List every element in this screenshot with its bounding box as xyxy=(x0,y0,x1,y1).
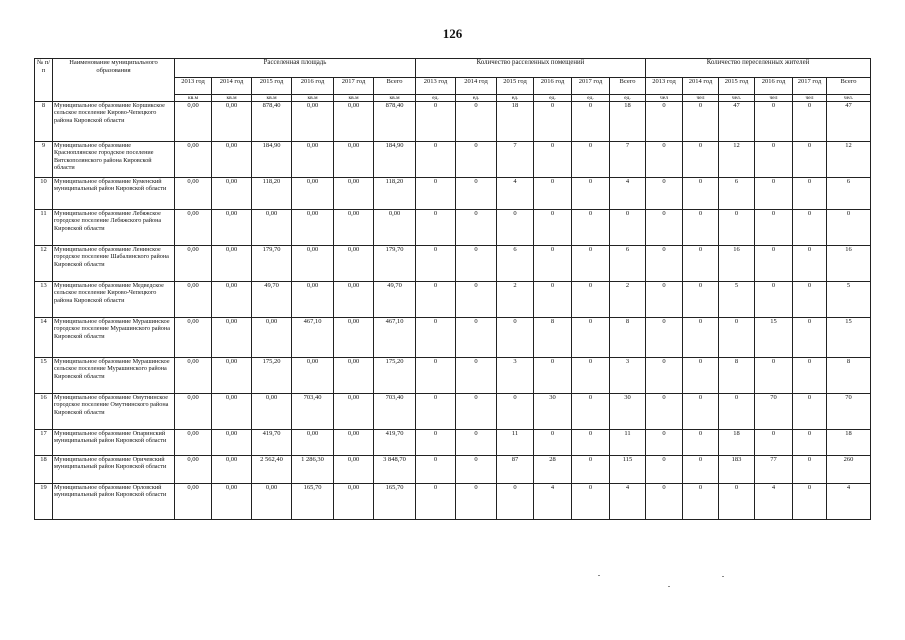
people-cell: 0 xyxy=(793,358,827,394)
municipality-name: Муниципальное образование Омутнинское городское поселение Омутнинского района Кировской области xyxy=(53,394,175,430)
area-cell: 0,00 xyxy=(334,210,374,246)
people-cell: 15 xyxy=(755,318,793,358)
area-cell: 0,00 xyxy=(292,358,334,394)
people-cell: 0 xyxy=(646,430,683,456)
people-cell: 0 xyxy=(793,456,827,484)
area-cell: 0,00 xyxy=(334,178,374,210)
area-cell: 0,00 xyxy=(334,456,374,484)
people-cell: 0 xyxy=(793,210,827,246)
units-cell: 28 xyxy=(534,456,572,484)
people-cell: 0 xyxy=(646,282,683,318)
area-cell: 0,00 xyxy=(334,394,374,430)
area-cell: 175,20 xyxy=(374,358,416,394)
area-cell: 179,70 xyxy=(252,246,292,282)
table-row xyxy=(35,178,871,210)
municipality-name: Муниципальное образование Орловский муниципальный район Кировской области xyxy=(53,484,175,520)
group-header-area: Расселенная площадь xyxy=(175,59,416,78)
people-cell: 0 xyxy=(719,210,755,246)
unit-header: кв.м xyxy=(292,95,334,102)
row-number: 13 xyxy=(35,282,53,318)
units-cell: 0 xyxy=(534,102,572,142)
units-cell: 0 xyxy=(456,246,497,282)
people-cell: 6 xyxy=(719,178,755,210)
units-cell: 18 xyxy=(610,102,646,142)
table-row xyxy=(35,210,871,246)
row-number: 17 xyxy=(35,430,53,456)
units-cell: 87 xyxy=(497,456,534,484)
area-cell: 703,40 xyxy=(374,394,416,430)
people-cell: 0 xyxy=(683,484,719,520)
units-cell: 0 xyxy=(572,484,610,520)
units-cell: 0 xyxy=(456,210,497,246)
year-header: 2017 год xyxy=(334,78,374,95)
units-cell: 0 xyxy=(456,102,497,142)
table-row xyxy=(35,142,871,178)
units-cell: 0 xyxy=(497,210,534,246)
people-cell: 0 xyxy=(646,102,683,142)
units-cell: 7 xyxy=(610,142,646,178)
area-cell: 0,00 xyxy=(252,210,292,246)
unit-header: ед. xyxy=(497,95,534,102)
people-cell: 6 xyxy=(827,178,871,210)
area-cell: 0,00 xyxy=(175,102,212,142)
people-cell: 0 xyxy=(683,210,719,246)
area-cell: 1 286,30 xyxy=(292,456,334,484)
table-row xyxy=(35,430,871,456)
units-cell: 2 xyxy=(610,282,646,318)
year-header: 2014 год xyxy=(212,78,252,95)
units-cell: 0 xyxy=(572,358,610,394)
table-row xyxy=(35,102,871,142)
area-cell: 49,70 xyxy=(374,282,416,318)
units-cell: 0 xyxy=(572,246,610,282)
units-cell: 0 xyxy=(534,430,572,456)
area-cell: 0,00 xyxy=(212,318,252,358)
area-cell: 0,00 xyxy=(292,282,334,318)
area-cell: 0,00 xyxy=(334,282,374,318)
area-cell: 419,70 xyxy=(374,430,416,456)
units-cell: 0 xyxy=(534,246,572,282)
area-cell: 118,20 xyxy=(374,178,416,210)
units-cell: 0 xyxy=(456,394,497,430)
people-cell: 0 xyxy=(683,394,719,430)
year-header: Всего xyxy=(827,78,871,95)
units-cell: 0 xyxy=(610,210,646,246)
table-row xyxy=(35,282,871,318)
people-cell: 8 xyxy=(719,358,755,394)
people-cell: 70 xyxy=(755,394,793,430)
units-cell: 0 xyxy=(572,318,610,358)
people-cell: 0 xyxy=(793,484,827,520)
people-cell: 18 xyxy=(827,430,871,456)
people-cell: 12 xyxy=(827,142,871,178)
units-cell: 4 xyxy=(610,484,646,520)
area-cell: 0,00 xyxy=(292,142,334,178)
area-cell: 0,00 xyxy=(175,178,212,210)
table-row xyxy=(35,318,871,358)
table-row xyxy=(35,358,871,394)
unit-header: чел xyxy=(646,95,683,102)
area-cell: 0,00 xyxy=(175,246,212,282)
units-cell: 0 xyxy=(497,484,534,520)
area-cell: 0,00 xyxy=(334,484,374,520)
row-number: 9 xyxy=(35,142,53,178)
row-number: 18 xyxy=(35,456,53,484)
unit-header: чел. xyxy=(719,95,755,102)
year-header: 2015 год xyxy=(497,78,534,95)
year-header: 2016 год xyxy=(292,78,334,95)
area-cell: 0,00 xyxy=(374,210,416,246)
units-cell: 0 xyxy=(572,282,610,318)
row-number: 16 xyxy=(35,394,53,430)
units-cell: 0 xyxy=(416,102,456,142)
units-cell: 0 xyxy=(416,246,456,282)
table-row xyxy=(35,456,871,484)
people-cell: 5 xyxy=(719,282,755,318)
area-cell: 0,00 xyxy=(334,102,374,142)
municipality-name: Муниципальное образование Куменский муниципальный район Кировской области xyxy=(53,178,175,210)
people-cell: 0 xyxy=(755,142,793,178)
units-cell: 0 xyxy=(572,430,610,456)
people-cell: 16 xyxy=(719,246,755,282)
units-cell: 4 xyxy=(610,178,646,210)
area-cell: 0,00 xyxy=(292,178,334,210)
area-cell: 0,00 xyxy=(212,394,252,430)
row-number: 8 xyxy=(35,102,53,142)
units-cell: 7 xyxy=(497,142,534,178)
unit-header: ед. xyxy=(416,95,456,102)
people-cell: 0 xyxy=(683,456,719,484)
units-cell: 0 xyxy=(416,456,456,484)
units-cell: 0 xyxy=(416,394,456,430)
people-cell: 0 xyxy=(683,318,719,358)
row-number: 15 xyxy=(35,358,53,394)
area-cell: 467,10 xyxy=(292,318,334,358)
year-header: 2013 год xyxy=(646,78,683,95)
people-cell: 4 xyxy=(827,484,871,520)
units-cell: 4 xyxy=(534,484,572,520)
area-cell: 878,40 xyxy=(252,102,292,142)
units-cell: 0 xyxy=(572,142,610,178)
unit-header: кв.м xyxy=(252,95,292,102)
row-number: 19 xyxy=(35,484,53,520)
people-cell: 0 xyxy=(646,358,683,394)
units-cell: 0 xyxy=(456,282,497,318)
people-cell: 70 xyxy=(827,394,871,430)
people-cell: 0 xyxy=(793,282,827,318)
area-cell: 0,00 xyxy=(292,210,334,246)
people-cell: 260 xyxy=(827,456,871,484)
municipality-name: Муниципальное образование Оричевский муниципальный район Кировской области xyxy=(53,456,175,484)
units-cell: 30 xyxy=(610,394,646,430)
people-cell: 0 xyxy=(793,394,827,430)
units-cell: 115 xyxy=(610,456,646,484)
people-cell: 15 xyxy=(827,318,871,358)
units-cell: 0 xyxy=(416,178,456,210)
people-cell: 0 xyxy=(793,430,827,456)
units-cell: 0 xyxy=(572,456,610,484)
area-cell: 0,00 xyxy=(175,142,212,178)
area-cell: 0,00 xyxy=(175,484,212,520)
table-row xyxy=(35,246,871,282)
table-row xyxy=(35,484,871,520)
unit-header: чел xyxy=(755,95,793,102)
area-cell: 184,90 xyxy=(252,142,292,178)
area-cell: 0,00 xyxy=(175,394,212,430)
units-cell: 2 xyxy=(497,282,534,318)
people-cell: 18 xyxy=(719,430,755,456)
people-cell: 0 xyxy=(793,142,827,178)
area-cell: 49,70 xyxy=(252,282,292,318)
area-cell: 703,40 xyxy=(292,394,334,430)
area-cell: 0,00 xyxy=(252,484,292,520)
units-cell: 18 xyxy=(497,102,534,142)
units-cell: 11 xyxy=(497,430,534,456)
people-cell: 0 xyxy=(755,282,793,318)
scan-speck xyxy=(668,586,670,587)
year-header: 2013 год xyxy=(175,78,212,95)
area-cell: 0,00 xyxy=(334,246,374,282)
area-cell: 0,00 xyxy=(212,102,252,142)
people-cell: 0 xyxy=(683,142,719,178)
area-cell: 0,00 xyxy=(175,210,212,246)
area-cell: 0,00 xyxy=(175,358,212,394)
people-cell: 0 xyxy=(793,318,827,358)
municipality-name: Муниципальное образование Мурашинское городское поселение Мурашинского района Кировской области xyxy=(53,318,175,358)
unit-header: ед. xyxy=(456,95,497,102)
people-cell: 0 xyxy=(683,246,719,282)
area-cell: 0,00 xyxy=(212,210,252,246)
units-cell: 11 xyxy=(610,430,646,456)
year-header: 2015 год xyxy=(252,78,292,95)
people-cell: 0 xyxy=(683,430,719,456)
year-header: 2013 год xyxy=(416,78,456,95)
area-cell: 0,00 xyxy=(334,318,374,358)
people-cell: 47 xyxy=(827,102,871,142)
unit-header: кв.м xyxy=(334,95,374,102)
people-cell: 0 xyxy=(793,102,827,142)
area-cell: 0,00 xyxy=(252,394,292,430)
area-cell: 0,00 xyxy=(212,484,252,520)
area-cell: 0,00 xyxy=(334,358,374,394)
municipality-name: Муниципальное образование Красноплянское городское поселение Вятскополянского района Кировской области xyxy=(53,142,175,178)
units-cell: 0 xyxy=(416,358,456,394)
people-cell: 0 xyxy=(755,246,793,282)
year-header: 2014 год xyxy=(683,78,719,95)
municipality-name: Муниципальное образование Коршикское сельское поселение Кирово-Чепецкого района Кировской области xyxy=(53,102,175,142)
people-cell: 0 xyxy=(646,178,683,210)
people-cell: 0 xyxy=(646,456,683,484)
row-number: 10 xyxy=(35,178,53,210)
unit-header: ед. xyxy=(610,95,646,102)
municipality-name: Муниципальное образование Ленинское городское поселение Шабалинского района Кировской области xyxy=(53,246,175,282)
area-cell: 467,10 xyxy=(374,318,416,358)
units-cell: 8 xyxy=(534,318,572,358)
area-cell: 0,00 xyxy=(212,282,252,318)
area-cell: 0,00 xyxy=(334,142,374,178)
area-cell: 419,70 xyxy=(252,430,292,456)
units-cell: 0 xyxy=(572,102,610,142)
area-cell: 118,20 xyxy=(252,178,292,210)
units-cell: 0 xyxy=(534,178,572,210)
people-cell: 0 xyxy=(683,102,719,142)
row-number: 12 xyxy=(35,246,53,282)
units-cell: 0 xyxy=(416,142,456,178)
people-cell: 0 xyxy=(755,210,793,246)
people-cell: 0 xyxy=(755,102,793,142)
area-cell: 0,00 xyxy=(175,430,212,456)
area-cell: 175,20 xyxy=(252,358,292,394)
units-cell: 0 xyxy=(534,142,572,178)
units-cell: 0 xyxy=(416,484,456,520)
scan-speck xyxy=(722,576,724,577)
people-cell: 0 xyxy=(719,484,755,520)
units-cell: 0 xyxy=(497,394,534,430)
table-row xyxy=(35,394,871,430)
area-cell: 0,00 xyxy=(334,430,374,456)
year-header: 2016 год xyxy=(534,78,572,95)
area-cell: 179,70 xyxy=(374,246,416,282)
units-cell: 8 xyxy=(610,318,646,358)
units-cell: 0 xyxy=(456,456,497,484)
units-cell: 0 xyxy=(572,210,610,246)
units-cell: 0 xyxy=(572,394,610,430)
units-cell: 3 xyxy=(497,358,534,394)
area-cell: 3 848,70 xyxy=(374,456,416,484)
resettlement-table xyxy=(34,58,871,520)
units-cell: 0 xyxy=(416,210,456,246)
municipality-name: Муниципальное образование Мурашинское сельское поселение Мурашинского района Кировской области xyxy=(53,358,175,394)
people-cell: 0 xyxy=(646,318,683,358)
units-cell: 0 xyxy=(534,358,572,394)
unit-header: ед. xyxy=(572,95,610,102)
units-cell: 30 xyxy=(534,394,572,430)
people-cell: 0 xyxy=(683,358,719,394)
people-cell: 0 xyxy=(683,282,719,318)
year-header: 2017 год xyxy=(793,78,827,95)
units-cell: 0 xyxy=(534,282,572,318)
people-cell: 5 xyxy=(827,282,871,318)
area-cell: 0,00 xyxy=(292,246,334,282)
units-cell: 3 xyxy=(610,358,646,394)
year-header: 2016 год xyxy=(755,78,793,95)
units-cell: 0 xyxy=(456,142,497,178)
people-cell: 0 xyxy=(755,178,793,210)
people-cell: 0 xyxy=(719,394,755,430)
units-cell: 4 xyxy=(497,178,534,210)
scan-speck xyxy=(598,575,600,576)
area-cell: 878,40 xyxy=(374,102,416,142)
people-cell: 183 xyxy=(719,456,755,484)
units-cell: 0 xyxy=(534,210,572,246)
units-cell: 0 xyxy=(497,318,534,358)
units-cell: 0 xyxy=(416,318,456,358)
page-number: 126 xyxy=(442,26,463,41)
area-cell: 165,70 xyxy=(374,484,416,520)
area-cell: 0,00 xyxy=(212,178,252,210)
unit-header: кв.м xyxy=(374,95,416,102)
area-cell: 2 562,40 xyxy=(252,456,292,484)
people-cell: 0 xyxy=(646,210,683,246)
people-cell: 12 xyxy=(719,142,755,178)
area-cell: 0,00 xyxy=(212,358,252,394)
units-cell: 6 xyxy=(610,246,646,282)
unit-header: кв.м xyxy=(175,95,212,102)
area-cell: 184,90 xyxy=(374,142,416,178)
people-cell: 0 xyxy=(755,358,793,394)
people-cell: 0 xyxy=(646,484,683,520)
people-cell: 0 xyxy=(719,318,755,358)
year-header: Всего xyxy=(610,78,646,95)
municipality-name: Муниципальное образование Медведское сельское поселение Кирово-Чепецкого района Кировской области xyxy=(53,282,175,318)
row-number: 14 xyxy=(35,318,53,358)
unit-header: кв.м xyxy=(212,95,252,102)
unit-header: чел xyxy=(793,95,827,102)
units-cell: 0 xyxy=(456,178,497,210)
area-cell: 0,00 xyxy=(175,282,212,318)
units-cell: 0 xyxy=(456,318,497,358)
people-cell: 77 xyxy=(755,456,793,484)
people-cell: 47 xyxy=(719,102,755,142)
col-header-name: Наименование муниципального образования xyxy=(53,59,175,102)
unit-header: ед. xyxy=(534,95,572,102)
units-cell: 0 xyxy=(456,430,497,456)
area-cell: 165,70 xyxy=(292,484,334,520)
year-header: Всего xyxy=(374,78,416,95)
unit-header: чел xyxy=(683,95,719,102)
people-cell: 4 xyxy=(755,484,793,520)
municipality-name: Муниципальное образование Лебяжское городское поселение Лебяжского района Кировской области xyxy=(53,210,175,246)
area-cell: 0,00 xyxy=(252,318,292,358)
units-cell: 0 xyxy=(416,282,456,318)
unit-header: чел. xyxy=(827,95,871,102)
people-cell: 0 xyxy=(793,246,827,282)
people-cell: 8 xyxy=(827,358,871,394)
municipality-name: Муниципальное образование Опаринский муниципальный район Кировской области xyxy=(53,430,175,456)
area-cell: 0,00 xyxy=(175,318,212,358)
units-cell: 0 xyxy=(456,358,497,394)
people-cell: 0 xyxy=(793,178,827,210)
units-cell: 0 xyxy=(572,178,610,210)
area-cell: 0,00 xyxy=(212,456,252,484)
group-header-people: Количество переселенных жителей xyxy=(646,59,871,78)
units-cell: 6 xyxy=(497,246,534,282)
units-cell: 0 xyxy=(456,484,497,520)
people-cell: 0 xyxy=(683,178,719,210)
area-cell: 0,00 xyxy=(212,246,252,282)
area-cell: 0,00 xyxy=(212,142,252,178)
area-cell: 0,00 xyxy=(212,430,252,456)
area-cell: 0,00 xyxy=(292,430,334,456)
row-number: 11 xyxy=(35,210,53,246)
area-cell: 0,00 xyxy=(292,102,334,142)
year-header: 2015 год xyxy=(719,78,755,95)
year-header: 2014 год xyxy=(456,78,497,95)
people-cell: 16 xyxy=(827,246,871,282)
people-cell: 0 xyxy=(646,142,683,178)
area-cell: 0,00 xyxy=(175,456,212,484)
group-header-units: Количество расселенных помещений xyxy=(416,59,646,78)
people-cell: 0 xyxy=(646,246,683,282)
people-cell: 0 xyxy=(827,210,871,246)
people-cell: 0 xyxy=(755,430,793,456)
col-header-number: № п/п xyxy=(35,59,53,102)
people-cell: 0 xyxy=(646,394,683,430)
units-cell: 0 xyxy=(416,430,456,456)
year-header: 2017 год xyxy=(572,78,610,95)
